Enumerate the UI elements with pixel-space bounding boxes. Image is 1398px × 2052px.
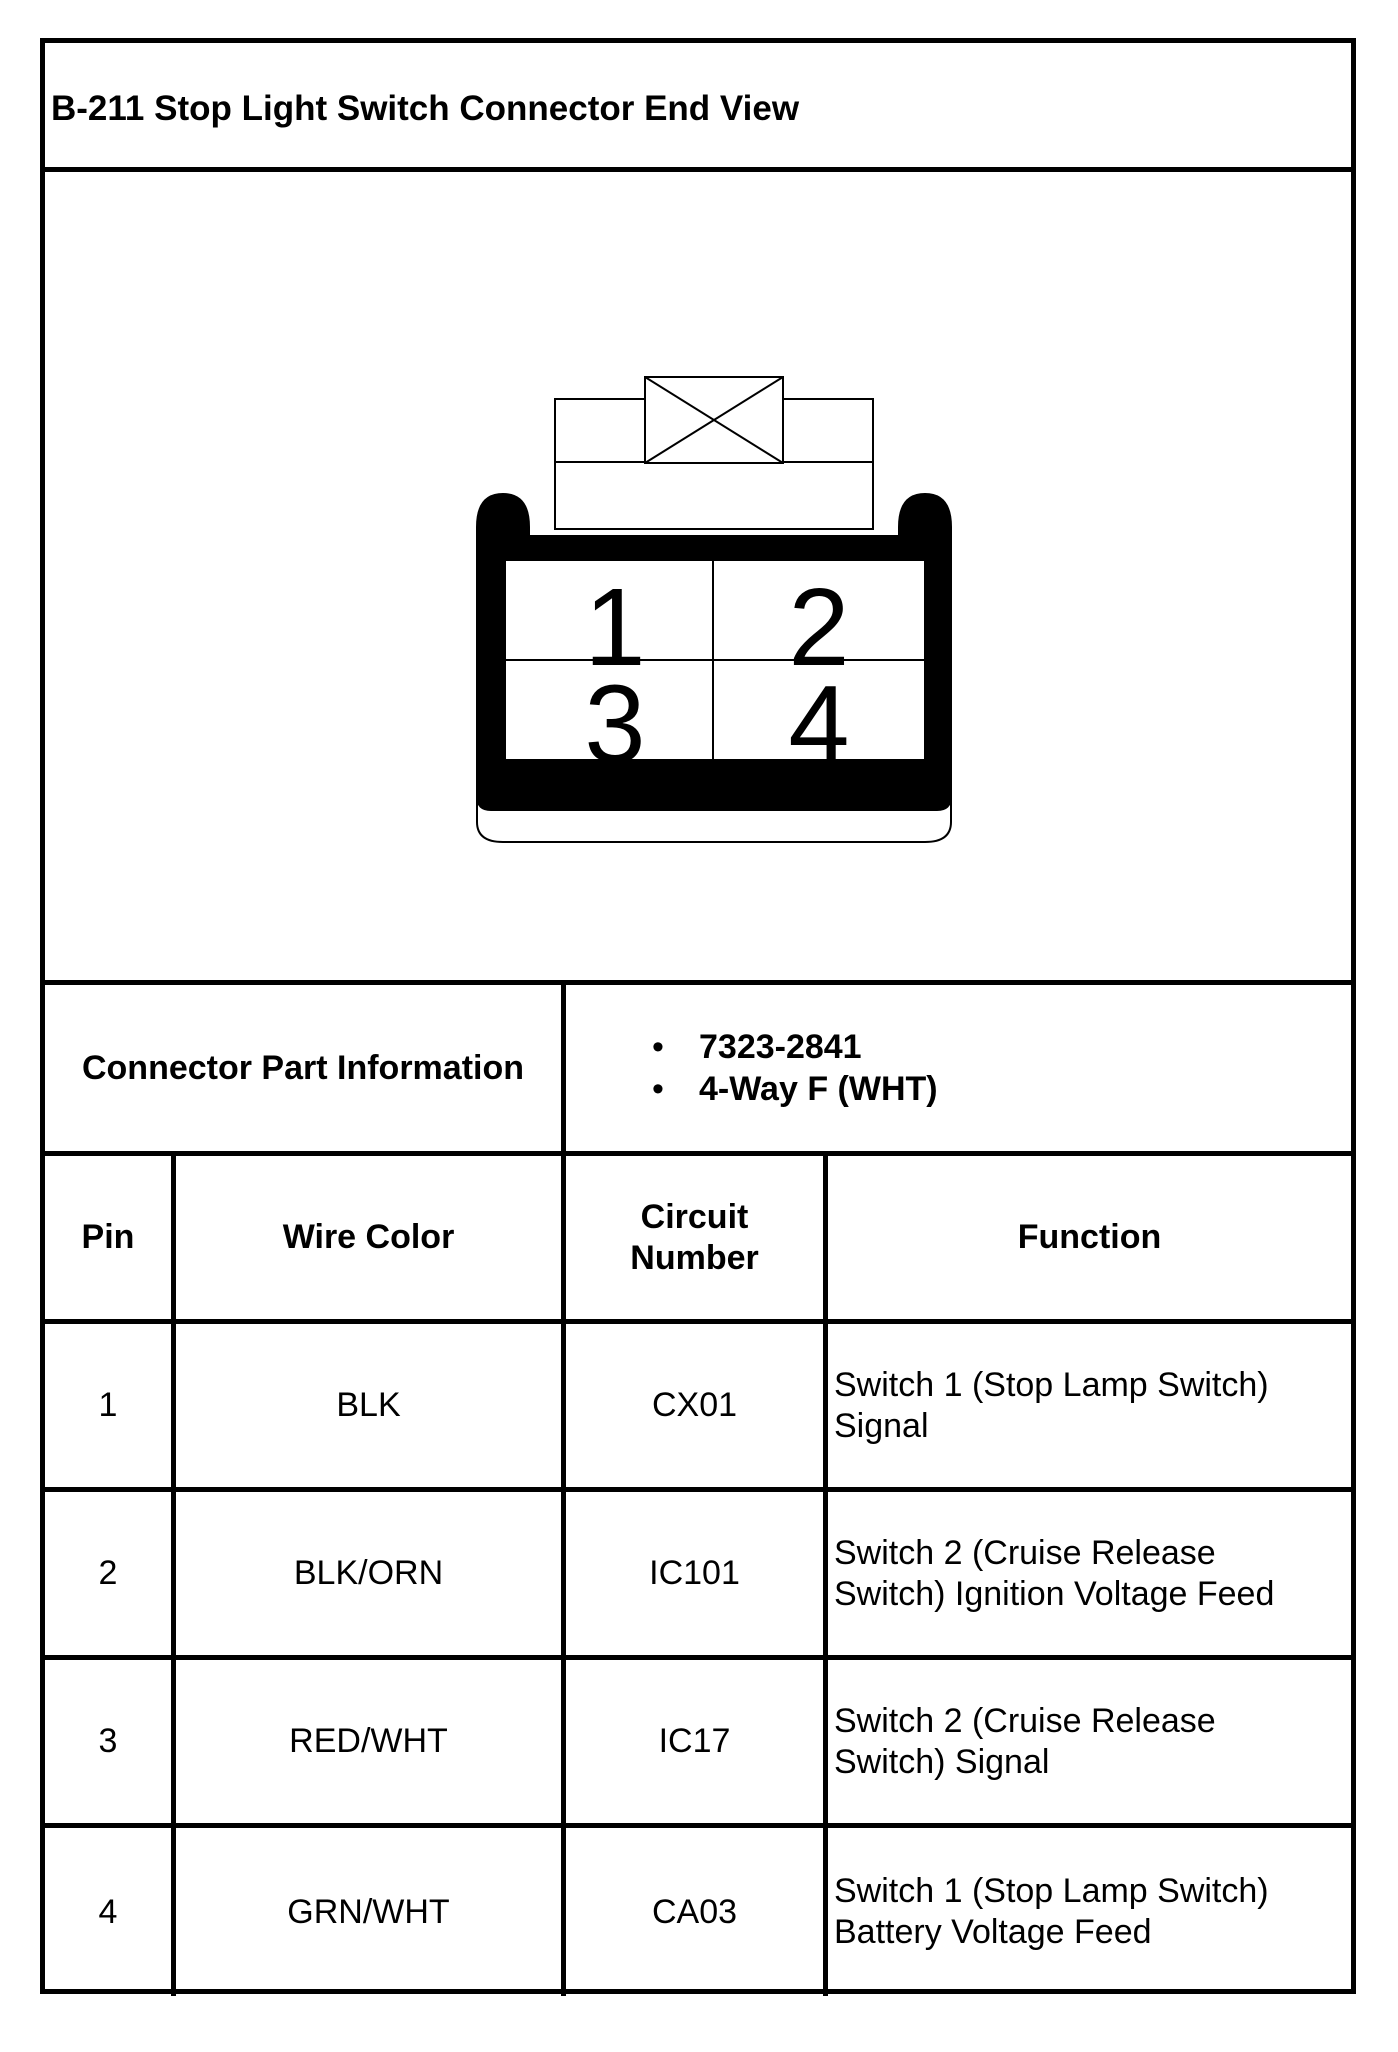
pin-label-2: 2: [788, 566, 850, 689]
wire-color-cell: GRN/WHT: [176, 1828, 566, 1996]
header-function: Function: [1017, 1218, 1162, 1256]
title-row: [45, 43, 1351, 172]
circuit-number-cell: IC17: [566, 1660, 828, 1823]
wire-color-cell: BLK/ORN: [176, 1492, 566, 1655]
pin-cell: 1: [45, 1324, 176, 1487]
function-text: Switch 2 (Cruise Release Switch) Ignition Voltage Feed: [834, 1533, 1275, 1613]
function-cell: [828, 1660, 1351, 1823]
connector-part-info-row: [45, 985, 1351, 1156]
wire-color-cell: RED/WHT: [176, 1660, 566, 1823]
part-info-label: Connector Part Information: [45, 985, 566, 1151]
function-text: Switch 1 (Stop Lamp Switch) Battery Voltage Feed: [834, 1872, 1269, 1951]
table-row: [45, 1660, 1351, 1828]
connector-diagram: [45, 172, 1351, 985]
bullet-icon: •: [652, 1070, 664, 1108]
header-circuit-number: Circuit Number: [566, 1156, 828, 1319]
pin-cell: 3: [45, 1660, 176, 1823]
part-info-item: [652, 1026, 938, 1068]
part-number: 7323-2841: [699, 1028, 862, 1066]
circuit-number-cell: CA03: [566, 1828, 828, 1996]
pin-cell: 2: [45, 1492, 176, 1655]
table-header-row: [45, 1156, 1351, 1324]
table-row: [45, 1828, 1351, 1996]
connector-type: 4-Way F (WHT): [699, 1070, 938, 1108]
table-row: [45, 1492, 1351, 1660]
pin-label-1: 1: [584, 566, 646, 689]
function-cell: [828, 1324, 1351, 1487]
part-info-item: [652, 1068, 938, 1110]
page-title: B-211 Stop Light Switch Connector End View: [51, 89, 800, 128]
pin-label-3: 3: [584, 663, 646, 786]
function-cell: [828, 1492, 1351, 1655]
connector-end-view-drawing: [45, 172, 1351, 980]
connector-sheet: [40, 38, 1356, 1994]
part-info-list: [566, 1026, 938, 1110]
part-info-values: [566, 985, 1351, 1151]
function-text: Switch 1 (Stop Lamp Switch) Signal: [834, 1365, 1269, 1445]
function-cell: [828, 1828, 1351, 1996]
circuit-number-cell: CX01: [566, 1324, 828, 1487]
pin-cell: 4: [45, 1828, 176, 1996]
function-text: Switch 2 (Cruise Release Switch) Signal: [834, 1701, 1216, 1781]
header-wire-color: Wire Color: [176, 1156, 566, 1319]
table-row: [45, 1324, 1351, 1492]
pin-label-4: 4: [788, 663, 850, 786]
circuit-number-cell: IC101: [566, 1492, 828, 1655]
header-pin: Pin: [45, 1156, 176, 1319]
wire-color-cell: BLK: [176, 1324, 566, 1487]
bullet-icon: •: [652, 1028, 664, 1066]
